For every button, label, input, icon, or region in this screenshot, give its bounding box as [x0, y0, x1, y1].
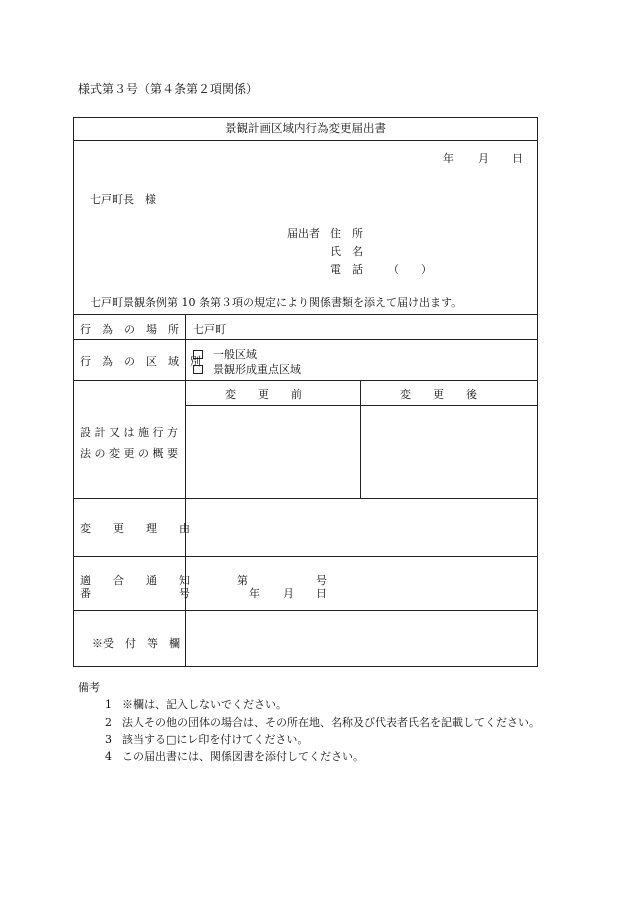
note-item: 3 該当する□にレ印を付けてください。: [105, 732, 309, 746]
area-option-priority[interactable]: [193, 361, 301, 377]
notice-label-line1: 適 合 通 知: [80, 574, 190, 587]
note-item: 2 法人その他の団体の場合は、その所在地、名称及び代表者氏名を記載してください。: [105, 715, 540, 729]
area-option-general[interactable]: [193, 346, 257, 362]
note-item: 1 ※欄は、記入しないでください。: [105, 698, 287, 712]
notice-day: 日: [316, 587, 327, 600]
rule-location: [73, 339, 538, 340]
rule-area: [73, 380, 538, 381]
phone-label: 電 話: [330, 263, 363, 276]
rule-reason: [73, 556, 538, 557]
area-option-2-label: 景観形成重点区域: [213, 363, 301, 376]
rule-notice: [73, 610, 538, 611]
phone-parens: （ ）: [388, 263, 432, 276]
checkbox-general[interactable]: [193, 350, 203, 359]
addressee: 七戸町長 様: [90, 193, 156, 206]
before-label: 変 更 前: [225, 388, 302, 401]
form-number: 様式第３号（第４条第２項関係）: [78, 82, 259, 96]
checkbox-priority[interactable]: [193, 365, 203, 374]
rule-before-after-split: [360, 380, 361, 498]
reason-label: 変 更 理 由: [80, 522, 190, 535]
form-title: 景観計画区域内行為変更届出書: [225, 121, 386, 135]
notice-month: 月: [283, 587, 294, 600]
notice-label-line2: 番 号: [80, 587, 190, 600]
date-day: 日: [512, 152, 523, 165]
summary-label-line2: 法 の 変 更 の 概 要: [80, 447, 178, 460]
notice-no-suffix: 号: [316, 574, 327, 587]
notes: [78, 679, 540, 765]
area-label: 行 為 の 区 域 別: [80, 355, 201, 368]
after-label: 変 更 後: [400, 388, 477, 401]
reception-label: ※受 付 等 欄: [92, 637, 180, 650]
location-label: 行 為 の 場 所: [80, 323, 179, 336]
address-label: 住 所: [330, 227, 363, 240]
rule-before-after: [185, 405, 538, 406]
rule-summary: [73, 498, 538, 499]
area-option-1-label: 一般区域: [213, 348, 257, 361]
notice-no-prefix: 第: [237, 574, 248, 587]
applicant-label: 届出者: [287, 227, 320, 240]
notes-heading: 備考: [78, 681, 100, 694]
note-item: 4 この届出書には、関係図書を添付してください。: [105, 750, 364, 764]
date-year: 年: [443, 152, 454, 165]
rule-header: [73, 314, 538, 315]
notice-year: 年: [249, 587, 260, 600]
date-month: 月: [478, 152, 489, 165]
rule-title: [73, 140, 538, 141]
name-label: 氏 名: [330, 245, 363, 258]
location-value: 七戸町: [193, 323, 226, 336]
summary-label-line1: 設 計 又 は 施 行 方: [80, 426, 178, 439]
statement: 七戸町景観条例第 10 条第３項の規定により関係書類を添えて届け出ます。: [90, 296, 463, 309]
